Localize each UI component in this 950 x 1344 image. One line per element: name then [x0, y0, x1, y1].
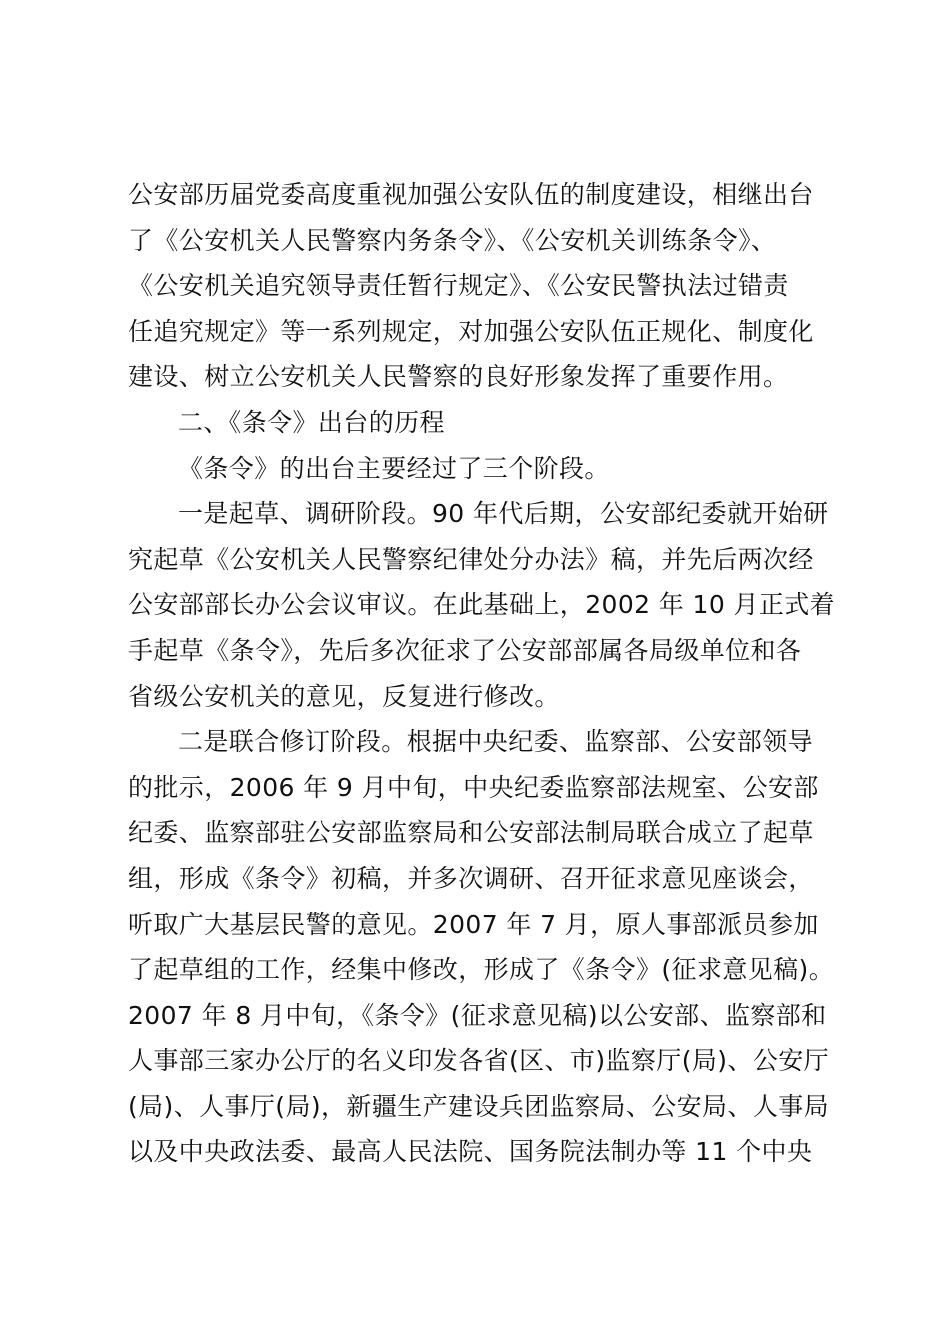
section-heading: 二、《条令》出台的历程	[178, 407, 445, 437]
paragraph-line: 建设、树立公安机关人民警察的良好形象发挥了重要作用。	[128, 362, 789, 392]
paragraph-line: 省级公安机关的意见，反复进行修改。	[128, 681, 560, 711]
paragraph-line: 人事部三家办公厅的名义印发各省(区、市)监察厅(局)、公安厅	[128, 1046, 830, 1076]
paragraph-line: 了《公安机关人民警察内务条令》、《公安机关训练条令》、	[128, 225, 777, 255]
paragraph-line: 以及中央政法委、最高人民法院、国务院法制办等 11 个中央	[128, 1137, 813, 1167]
paragraph-line: 手起草《条令》，先后多次征求了公安部部属各局级单位和各	[128, 635, 802, 665]
paragraph-line: 任追究规定》等一系列规定，对加强公安队伍正规化、制度化	[128, 316, 814, 346]
paragraph-line: 一是起草、调研阶段。90 年代后期，公安部纪委就开始研	[178, 499, 829, 529]
paragraph-line: 《条令》的出台主要经过了三个阶段。	[178, 453, 610, 483]
paragraph-line: 二是联合修订阶段。根据中央纪委、监察部、公安部领导	[178, 727, 814, 757]
paragraph-line: 的批示，2006 年 9 月中旬，中央纪委监察部法规室、公安部	[128, 772, 819, 802]
paragraph-line: 纪委、监察部驻公安部监察局和公安部法制局联合成立了起草	[128, 818, 814, 848]
paragraph-line: 2007 年 8 月中旬，《条令》(征求意见稿)以公安部、监察部和	[128, 1000, 827, 1030]
paragraph-line: 听取广大基层民警的意见。2007 年 7 月，原人事部派员参加	[128, 909, 819, 939]
document-body	[128, 172, 838, 1175]
paragraph-line: 《公安机关追究领导责任暂行规定》、《公安民警执法过错责	[128, 271, 789, 301]
paragraph-line: (局)、人事厅(局)，新疆生产建设兵团监察局、公安局、人事局	[128, 1091, 830, 1121]
paragraph-line: 公安部历届党委高度重视加强公安队伍的制度建设，相继出台	[128, 180, 814, 209]
paragraph-line: 究起草《公安机关人民警察纪律处分办法》稿，并先后两次经	[128, 544, 814, 574]
paragraph-line: 了起草组的工作，经集中修改，形成了《条令》(征求意见稿)。	[128, 955, 835, 985]
paragraph-line: 公安部部长办公会议审议。在此基础上，2002 年 10 月正式着	[128, 590, 836, 620]
paragraph-line: 组，形成《条令》初稿，并多次调研、召开征求意见座谈会，	[128, 863, 814, 893]
